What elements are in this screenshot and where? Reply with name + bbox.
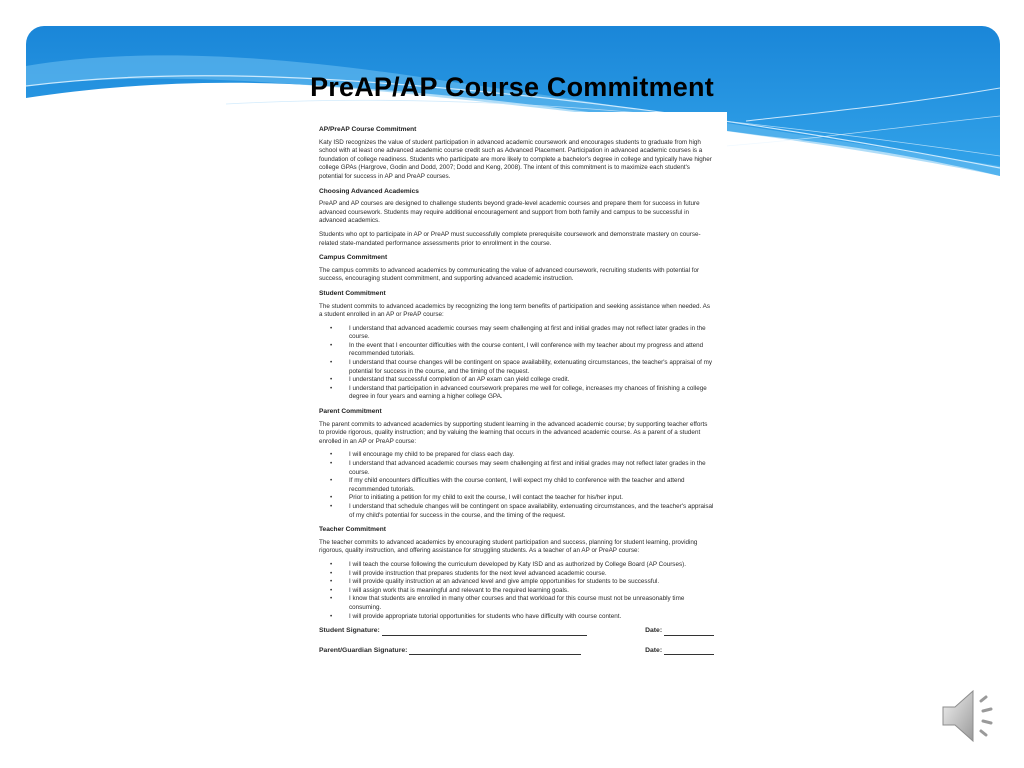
campus-paragraph: The campus commits to advanced academics by communicating the value of advanced coursework, recruiting students with potential for success, encouraging student commitment, and supporting advanced academic instruction.	[319, 266, 700, 283]
student-signature-label: Student Signature:	[319, 627, 380, 635]
choosing-paragraph-1: PreAP and AP courses are designed to challenge students beyond grade-level academic courses and prepare them for success in future advanced coursework. Students may require additional encouragement and support from both family and campus to be successful in advanced academics.	[319, 200, 700, 225]
parent-date-line	[664, 647, 714, 655]
list-item: • I understand that advanced academic courses may seem challenging at first and initial grades may not reflect later grades in the course.	[349, 460, 717, 477]
student-paragraph: The student commits to advanced academics by recognizing the long term benefits of participation and seeking assistance when needed. As a student enrolled in an AP or PreAP course:	[319, 302, 710, 319]
intro-paragraph: Katy ISD recognizes the value of student participation in advanced academic coursework and encourages students to graduate from high school with at least one advanced academic course credit such as Advanced Placement. Participation in advanced academic courses is a foundation of college readiness. Students who participate are more likely to complete a bachelor's degree in college and typically have higher college GPAs (Hargrove, Godin and Dodd, 2007; Dodd and Keng, 2008). The intent of this commitment is to maximize each student's potential for success in AP and PreAP courses.	[319, 138, 712, 180]
list-item: • I will teach the course following the curriculum developed by Katy ISD and as authorized by College Board (AP Courses).	[349, 561, 717, 570]
document-heading: AP/PreAP Course Commitment	[319, 126, 417, 133]
list-item: • I will provide instruction that prepares students for the next level advanced academic course.	[349, 570, 717, 579]
speaker-icon[interactable]	[937, 683, 1007, 749]
list-item: • Prior to initiating a petition for my child to exit the course, I will contact the teacher for his/her input.	[349, 494, 717, 503]
parent-signature-row	[319, 647, 714, 656]
teacher-paragraph: The teacher commits to advanced academics by encouraging student participation and success, planning for student learning, providing rigorous, quality instruction, and offering assistance for struggling students. As a teacher of an AP or PreAP course:	[319, 538, 698, 555]
slide-title: PreAP/AP Course Commitment	[310, 72, 714, 102]
section-heading-student: Student Commitment	[319, 289, 386, 297]
student-commitment-list	[319, 325, 717, 402]
list-item: • I will encourage my child to be prepared for class each day.	[349, 451, 717, 460]
choosing-paragraph-2: Students who opt to participate in AP or PreAP must successfully complete prerequisite coursework and demonstrate mastery on course-related state-mandated performance assessments prior to enrollment in the course.	[319, 230, 701, 247]
list-item: • I will provide quality instruction at an advanced level and give ample opportunities for students to be successful.	[349, 578, 717, 587]
list-item: • I know that students are enrolled in many other courses and that workload for this course must not be unreasonably time consuming.	[349, 595, 717, 612]
parent-date-label: Date:	[645, 646, 663, 654]
list-item: • I understand that course changes will be contingent on space availability, extenuating circumstances, the teacher's appraisal of my potential for success in the course, and the timing of the request.	[349, 359, 717, 376]
signature-block	[319, 627, 714, 655]
list-item: • I understand that schedule changes will be contingent on space availability, extenuating circumstances, and the teacher's appraisal of my child's potential for success in the course, and the timing of the request.	[349, 503, 717, 520]
parent-commitment-list	[319, 451, 717, 520]
section-heading-teacher: Teacher Commitment	[319, 526, 386, 534]
teacher-commitment-list	[319, 561, 717, 621]
section-heading-parent: Parent Commitment	[319, 408, 382, 416]
student-signature-row	[319, 627, 714, 636]
student-signature-line	[382, 628, 587, 636]
list-item: • I understand that advanced academic courses may seem challenging at first and initial grades may not reflect later grades in the course.	[349, 325, 717, 342]
student-date-line	[664, 628, 714, 636]
parent-signature-label: Parent/Guardian Signature:	[319, 646, 408, 654]
section-heading-choosing: Choosing Advanced Academics	[319, 187, 419, 195]
parent-paragraph: The parent commits to advanced academics by supporting student learning in the advanced academic course; by supporting teacher efforts to provide rigorous, quality instruction; and by valuing the learning that occurs in the advanced academic course. As a parent of a student enrolled in an AP or PreAP course:	[319, 420, 708, 445]
document-scan	[307, 112, 727, 740]
list-item: • I will assign work that is meaningful and relevant to the required learning goals.	[349, 587, 717, 596]
list-item: • I understand that successful completion of an AP exam can yield college credit.	[349, 376, 717, 385]
list-item: • In the event that I encounter difficulties with the course content, I will conference with my teacher about my progress and attend recommended tutorials.	[349, 342, 717, 359]
list-item: • I will provide appropriate tutorial opportunities for students who have difficulty with course content.	[349, 613, 717, 622]
list-item: • I understand that participation in advanced coursework prepares me well for college, increases my chances of finishing a college degree in four years and earning a higher college GPA.	[349, 385, 717, 402]
student-date-label: Date:	[645, 627, 663, 635]
list-item: • If my child encounters difficulties with the course content, I will expect my child to conference with the teacher and attend recommended tutorials.	[349, 477, 717, 494]
parent-signature-line	[409, 647, 581, 655]
section-heading-campus: Campus Commitment	[319, 254, 388, 262]
